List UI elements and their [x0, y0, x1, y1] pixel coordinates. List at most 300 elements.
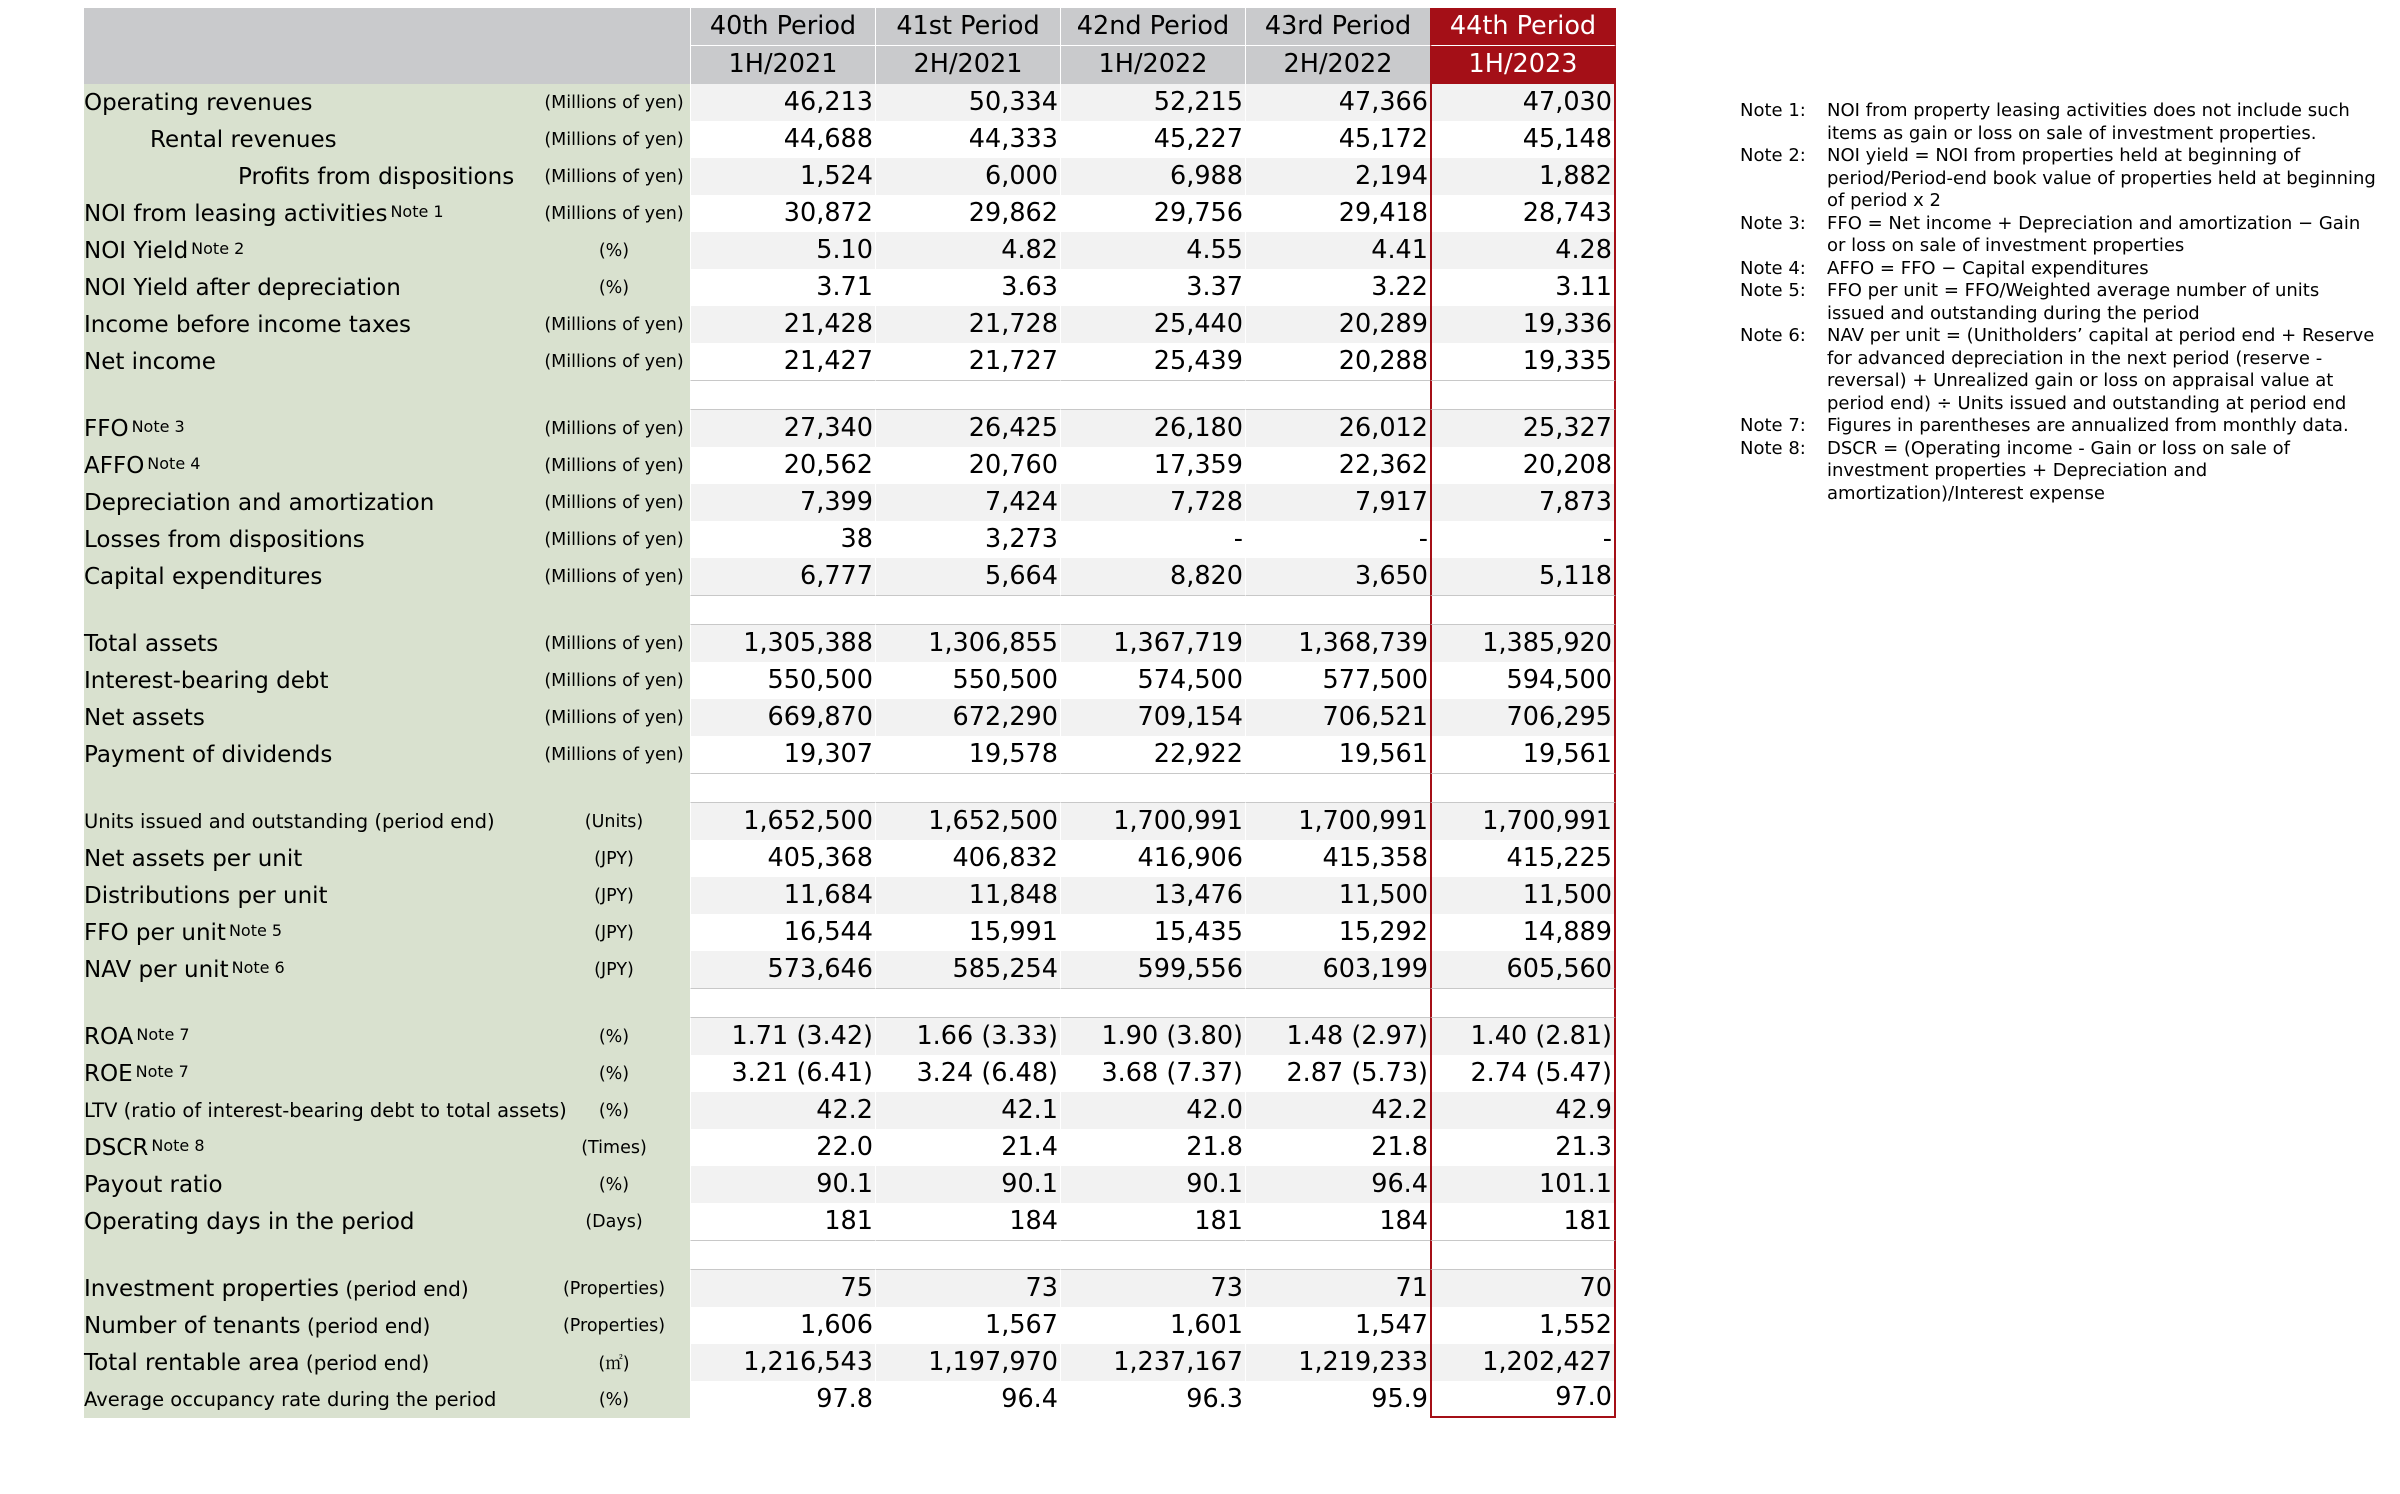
row-label-cell [84, 447, 690, 484]
value-cell: 1,197,970 [875, 1344, 1060, 1381]
row-label-text: FFO [84, 415, 129, 442]
table-row [84, 1381, 1626, 1418]
spacer-value-cell [1245, 988, 1430, 1018]
value-cell: 96.4 [1245, 1166, 1430, 1203]
row-label-text: Total assets [84, 630, 219, 657]
note-reference: Note 2 [191, 238, 245, 258]
note-label: Note 4: [1740, 257, 1806, 279]
row-label [84, 1313, 430, 1339]
value-cell: 17,359 [1060, 447, 1245, 484]
table-header-periods [84, 8, 1626, 46]
value-cell: 4.82 [875, 232, 1060, 269]
period-name-header: 43rd Period [1245, 8, 1430, 46]
section-spacer [84, 988, 1626, 1018]
value-cell: 406,832 [875, 840, 1060, 877]
row-label-text: AFFO [84, 452, 145, 479]
value-cell: 22,362 [1245, 447, 1430, 484]
row-label-text: FFO per unit [84, 919, 226, 946]
value-cell: 7,917 [1245, 484, 1430, 521]
value-cell: 22.0 [690, 1129, 875, 1166]
row-label [84, 127, 337, 153]
row-label-cell [84, 736, 690, 773]
row-label [84, 490, 434, 516]
table-row [84, 447, 1626, 484]
row-label-text: Units issued and outstanding (period end) [84, 810, 495, 833]
row-label [84, 846, 302, 872]
value-cell: 22,922 [1060, 736, 1245, 773]
value-cell: 6,000 [875, 158, 1060, 195]
value-cell: 20,208 [1430, 447, 1616, 484]
value-cell: 71 [1245, 1270, 1430, 1307]
row-label-cell [84, 410, 690, 447]
value-cell: 21.4 [875, 1129, 1060, 1166]
value-cell: 90.1 [875, 1166, 1060, 1203]
row-label-cell [84, 1270, 690, 1307]
value-cell: 15,435 [1060, 914, 1245, 951]
section-spacer [84, 380, 1626, 410]
row-label-cell [84, 877, 690, 914]
value-cell: 1,606 [690, 1307, 875, 1344]
value-cell: 669,870 [690, 699, 875, 736]
table-row [84, 840, 1626, 877]
row-unit: (Millions of yen) [544, 566, 684, 587]
row-label-text: Total rentable area [84, 1349, 300, 1376]
value-cell: 3,273 [875, 521, 1060, 558]
note-reference: Note 3 [131, 416, 185, 436]
value-cell: 1,700,991 [1245, 803, 1430, 840]
spacer-value-cell [1430, 595, 1616, 625]
row-label-text: Losses from dispositions [84, 526, 365, 553]
header-blank-cell [84, 8, 690, 46]
value-cell: 1,216,543 [690, 1344, 875, 1381]
note-text: NOI yield = NOI from properties held at beginning of period/Period-end book value of properties held at beginning of period x 2 [1827, 145, 2376, 211]
row-label [84, 631, 218, 657]
row-label-cell [84, 1166, 690, 1203]
row-unit: (Millions of yen) [544, 670, 684, 691]
value-cell: 52,215 [1060, 84, 1245, 121]
spacer-value-cell [1245, 1240, 1430, 1270]
note-text: NAV per unit = (Unitholders’ capital at period end + Reserve for advanced depreciation in the next period (reserve - reversal) + Unrealized gain or loss on appraisal value at period end) ÷ Units issued and outstanding at period end [1827, 325, 2375, 414]
period-name-header: 40th Period [690, 8, 875, 46]
header-blank-cell [84, 46, 690, 84]
row-label-cell [84, 1381, 690, 1418]
value-cell: 599,556 [1060, 951, 1245, 988]
row-label-cell [84, 232, 690, 269]
row-label-cell [84, 306, 690, 343]
note-label: Note 8: [1740, 437, 1806, 459]
row-label-cell [84, 269, 690, 306]
value-cell: 21,728 [875, 306, 1060, 343]
row-unit: (%) [598, 277, 630, 298]
note-item [1740, 213, 2380, 258]
spacer-value-cell [1430, 988, 1616, 1018]
table-row [84, 1055, 1626, 1092]
value-cell: 26,180 [1060, 410, 1245, 447]
row-label [84, 1172, 223, 1198]
row-unit: (Millions of yen) [544, 314, 684, 335]
row-label-cell [84, 1344, 690, 1381]
row-label-text: Average occupancy rate during the period [84, 1388, 497, 1411]
value-cell: 4.55 [1060, 232, 1245, 269]
value-cell: 30,872 [690, 195, 875, 232]
value-cell: 90.1 [1060, 1166, 1245, 1203]
spacer-value-cell [1060, 988, 1245, 1018]
value-cell: 709,154 [1060, 699, 1245, 736]
row-label [84, 201, 444, 227]
value-cell: 45,227 [1060, 121, 1245, 158]
value-cell: 550,500 [875, 662, 1060, 699]
value-cell: 605,560 [1430, 951, 1616, 988]
row-label-suffix: (period end) [306, 1313, 431, 1338]
value-cell: 4.41 [1245, 232, 1430, 269]
row-label [84, 742, 332, 768]
value-cell: 3,650 [1245, 558, 1430, 595]
value-cell: 3.24 (6.48) [875, 1055, 1060, 1092]
note-item [1740, 145, 2380, 213]
row-label-cell [84, 1129, 690, 1166]
value-cell: 184 [1245, 1203, 1430, 1240]
table-row [84, 1129, 1626, 1166]
table-row [84, 803, 1626, 840]
value-cell: 2.87 (5.73) [1245, 1055, 1430, 1092]
row-label [84, 1276, 469, 1302]
notes-list [1740, 100, 2380, 505]
table-row [84, 1092, 1626, 1129]
value-cell: 3.63 [875, 269, 1060, 306]
value-cell: 6,988 [1060, 158, 1245, 195]
row-label-text: Net assets [84, 704, 205, 731]
row-label-suffix: (period end) [345, 1276, 469, 1301]
period-name-header: 41st Period [875, 8, 1060, 46]
row-label [84, 957, 285, 983]
value-cell: 38 [690, 521, 875, 558]
row-label-cell [84, 84, 690, 121]
row-label-text: Distributions per unit [84, 882, 328, 909]
row-label [84, 1024, 190, 1050]
note-text: Figures in parentheses are annualized from monthly data. [1827, 415, 2349, 436]
value-cell: 550,500 [690, 662, 875, 699]
row-label-text: Rental revenues [150, 126, 337, 153]
value-cell: 45,172 [1245, 121, 1430, 158]
value-cell: 405,368 [690, 840, 875, 877]
value-cell: 20,289 [1245, 306, 1430, 343]
value-cell: 46,213 [690, 84, 875, 121]
row-label [84, 1209, 415, 1235]
value-cell: 19,561 [1245, 736, 1430, 773]
row-label-cell [84, 121, 690, 158]
row-label [84, 164, 514, 190]
table-row [84, 343, 1626, 380]
note-text: AFFO = FFO − Capital expenditures [1827, 257, 2149, 279]
row-unit: (Properties) [562, 1278, 666, 1299]
row-label-cell [84, 158, 690, 195]
value-cell: 90.1 [690, 1166, 875, 1203]
value-cell: 1.90 (3.80) [1060, 1018, 1245, 1055]
row-unit: (JPY) [594, 848, 634, 869]
note-item [1740, 325, 2380, 415]
value-cell: 11,848 [875, 877, 1060, 914]
spacer-label-cell [84, 1240, 690, 1270]
table-row [84, 1203, 1626, 1240]
value-cell: 1,306,855 [875, 625, 1060, 662]
row-label-cell [84, 521, 690, 558]
row-label-cell [84, 1203, 690, 1240]
row-unit: (Millions of yen) [544, 203, 684, 224]
value-cell: 19,561 [1430, 736, 1616, 773]
row-label [84, 564, 322, 590]
value-cell: 603,199 [1245, 951, 1430, 988]
note-text: DSCR = (Operating income - Gain or loss on sale of investment properties + Depreciation and amortization)/Interest expense [1827, 437, 2290, 504]
row-label-cell [84, 625, 690, 662]
note-item [1740, 100, 2380, 145]
row-label-text: Payment of dividends [84, 741, 333, 768]
row-label-cell [84, 484, 690, 521]
value-cell: 585,254 [875, 951, 1060, 988]
value-cell: 20,562 [690, 447, 875, 484]
spacer-value-cell [1245, 773, 1430, 803]
table-row [84, 84, 1626, 121]
table-row [84, 232, 1626, 269]
value-cell: 2,194 [1245, 158, 1430, 195]
value-cell: 5.10 [690, 232, 875, 269]
value-cell: 42.1 [875, 1092, 1060, 1129]
value-cell: 20,288 [1245, 343, 1430, 380]
value-cell: 7,399 [690, 484, 875, 521]
value-cell: 29,862 [875, 195, 1060, 232]
note-label: Note 2: [1740, 145, 1806, 166]
row-label [84, 1350, 429, 1376]
value-cell: 73 [875, 1270, 1060, 1307]
value-cell: 70 [1430, 1270, 1616, 1307]
table-row [84, 558, 1626, 595]
value-cell: - [1060, 521, 1245, 558]
value-cell: 11,500 [1430, 877, 1616, 914]
value-cell: 1,237,167 [1060, 1344, 1245, 1381]
value-cell: 29,756 [1060, 195, 1245, 232]
row-label-cell [84, 951, 690, 988]
value-cell: 7,424 [875, 484, 1060, 521]
row-label-cell [84, 840, 690, 877]
value-cell: 14,889 [1430, 914, 1616, 951]
value-cell: 75 [690, 1270, 875, 1307]
note-reference: Note 8 [151, 1135, 205, 1155]
spacer-value-cell [875, 988, 1060, 1018]
row-label-cell [84, 343, 690, 380]
value-cell: 415,358 [1245, 840, 1430, 877]
spacer-value-cell [875, 1240, 1060, 1270]
value-cell: 42.2 [1245, 1092, 1430, 1129]
row-unit: (Millions of yen) [544, 707, 684, 728]
table-row [84, 1344, 1626, 1381]
value-cell: 573,646 [690, 951, 875, 988]
value-cell: 1,652,500 [690, 803, 875, 840]
row-label-text: LTV (ratio of interest-bearing debt to total assets) [84, 1099, 567, 1122]
note-label: Note 1: [1740, 100, 1806, 121]
row-unit: (Millions of yen) [544, 166, 684, 187]
value-cell: 45,148 [1430, 121, 1616, 158]
spacer-value-cell [1060, 595, 1245, 625]
spacer-value-cell [1430, 1240, 1616, 1270]
value-cell: 7,728 [1060, 484, 1245, 521]
row-unit: (%) [598, 1063, 630, 1084]
spacer-value-cell [690, 988, 875, 1018]
row-label-cell [84, 1055, 690, 1092]
value-cell: - [1245, 521, 1430, 558]
row-label [84, 312, 411, 338]
period-term-header: 2H/2022 [1245, 46, 1430, 84]
value-cell: 1,700,991 [1430, 803, 1616, 840]
table-row [84, 625, 1626, 662]
value-cell: 25,440 [1060, 306, 1245, 343]
note-text: NOI from property leasing activities does not include such items as gain or loss on sale of investment properties. [1827, 100, 2350, 144]
table-row [84, 121, 1626, 158]
value-cell: 3.11 [1430, 269, 1616, 306]
row-label-cell [84, 662, 690, 699]
row-label [84, 1099, 567, 1122]
spacer-value-cell [875, 773, 1060, 803]
table-row [84, 158, 1626, 195]
value-cell: 3.22 [1245, 269, 1430, 306]
table-header-terms [84, 46, 1626, 84]
row-unit: (Millions of yen) [544, 633, 684, 654]
row-unit: (Times) [581, 1137, 647, 1158]
value-cell: 96.4 [875, 1381, 1060, 1418]
section-spacer [84, 595, 1626, 625]
period-name-header: 42nd Period [1060, 8, 1245, 46]
row-label-suffix: (period end) [305, 1350, 430, 1375]
row-unit: (Millions of yen) [544, 744, 684, 765]
value-cell: 1,700,991 [1060, 803, 1245, 840]
value-cell: 706,521 [1245, 699, 1430, 736]
value-cell: 21.8 [1060, 1129, 1245, 1166]
row-label [84, 275, 401, 301]
value-cell: 29,418 [1245, 195, 1430, 232]
row-label-text: Depreciation and amortization [84, 489, 435, 516]
value-cell: 1,219,233 [1245, 1344, 1430, 1381]
row-label-text: ROE [84, 1060, 133, 1087]
spacer-value-cell [1060, 773, 1245, 803]
value-cell: 11,684 [690, 877, 875, 914]
value-cell: 2.74 (5.47) [1430, 1055, 1616, 1092]
row-label-cell [84, 195, 690, 232]
value-cell: 1.66 (3.33) [875, 1018, 1060, 1055]
row-label-text: DSCR [84, 1134, 149, 1161]
row-label [84, 883, 328, 909]
table-row [84, 269, 1626, 306]
table-row [84, 521, 1626, 558]
row-label [84, 453, 200, 479]
value-cell: 1,882 [1430, 158, 1616, 195]
row-label-text: Net income [84, 348, 216, 375]
value-cell: 11,500 [1245, 877, 1430, 914]
note-reference: Note 7 [135, 1061, 189, 1081]
note-item [1740, 258, 2380, 281]
value-cell: 1,547 [1245, 1307, 1430, 1344]
note-reference: Note 4 [147, 453, 201, 473]
table-row [84, 662, 1626, 699]
note-label: Note 7: [1740, 415, 1806, 436]
value-cell: 1,567 [875, 1307, 1060, 1344]
financial-summary-table [84, 8, 1626, 1418]
value-cell: 181 [1060, 1203, 1245, 1240]
value-cell: 42.0 [1060, 1092, 1245, 1129]
value-cell: 95.9 [1245, 1381, 1430, 1418]
value-cell: 21.8 [1245, 1129, 1430, 1166]
notes-panel [1740, 100, 2380, 505]
row-label [84, 1061, 189, 1087]
row-label-cell [84, 558, 690, 595]
value-cell: 181 [1430, 1203, 1616, 1240]
row-unit: (Millions of yen) [544, 92, 684, 113]
table-row [84, 410, 1626, 447]
value-cell: 416,906 [1060, 840, 1245, 877]
value-cell: 1.40 (2.81) [1430, 1018, 1616, 1055]
value-cell: 25,327 [1430, 410, 1616, 447]
spacer-label-cell [84, 380, 690, 410]
row-label-cell [84, 1092, 690, 1129]
row-label-text: Capital expenditures [84, 563, 323, 590]
row-label-text: NAV per unit [84, 956, 229, 983]
period-name-header-highlighted: 44th Period [1430, 8, 1616, 46]
value-cell: 3.68 (7.37) [1060, 1055, 1245, 1092]
value-cell: 672,290 [875, 699, 1060, 736]
row-label [84, 668, 328, 694]
value-cell: 5,118 [1430, 558, 1616, 595]
value-cell: 15,292 [1245, 914, 1430, 951]
value-cell: 16,544 [690, 914, 875, 951]
row-label-text: Operating days in the period [84, 1208, 415, 1235]
row-unit: (㎡) [598, 1354, 630, 1374]
value-cell: 19,336 [1430, 306, 1616, 343]
row-label [84, 90, 312, 116]
table-row [84, 914, 1626, 951]
row-unit: (%) [598, 240, 630, 261]
row-label [84, 920, 282, 946]
value-cell: 26,425 [875, 410, 1060, 447]
period-term-header: 2H/2021 [875, 46, 1060, 84]
table-row [84, 484, 1626, 521]
value-cell: 415,225 [1430, 840, 1616, 877]
row-label-cell [84, 1307, 690, 1344]
value-cell: 1,305,388 [690, 625, 875, 662]
note-reference: Note 1 [390, 201, 444, 221]
value-cell: 101.1 [1430, 1166, 1616, 1203]
note-reference: Note 7 [136, 1024, 190, 1044]
note-label: Note 5: [1740, 280, 1806, 301]
spacer-label-cell [84, 988, 690, 1018]
row-unit: (Millions of yen) [544, 455, 684, 476]
value-cell: 21,727 [875, 343, 1060, 380]
value-cell: 594,500 [1430, 662, 1616, 699]
row-unit: (%) [598, 1389, 630, 1410]
row-label [84, 349, 216, 375]
value-cell: 3.21 (6.41) [690, 1055, 875, 1092]
row-label-text: Number of tenants [84, 1312, 301, 1339]
value-cell: 28,743 [1430, 195, 1616, 232]
table-row [84, 699, 1626, 736]
section-spacer [84, 773, 1626, 803]
row-label-cell [84, 803, 690, 840]
row-label [84, 416, 185, 442]
row-unit: (Millions of yen) [544, 529, 684, 550]
value-cell: 47,366 [1245, 84, 1430, 121]
value-cell: 6,777 [690, 558, 875, 595]
note-item [1740, 280, 2380, 325]
row-label [84, 1135, 205, 1161]
row-unit: (Millions of yen) [544, 492, 684, 513]
table-row [84, 195, 1626, 232]
row-unit: (JPY) [594, 885, 634, 906]
